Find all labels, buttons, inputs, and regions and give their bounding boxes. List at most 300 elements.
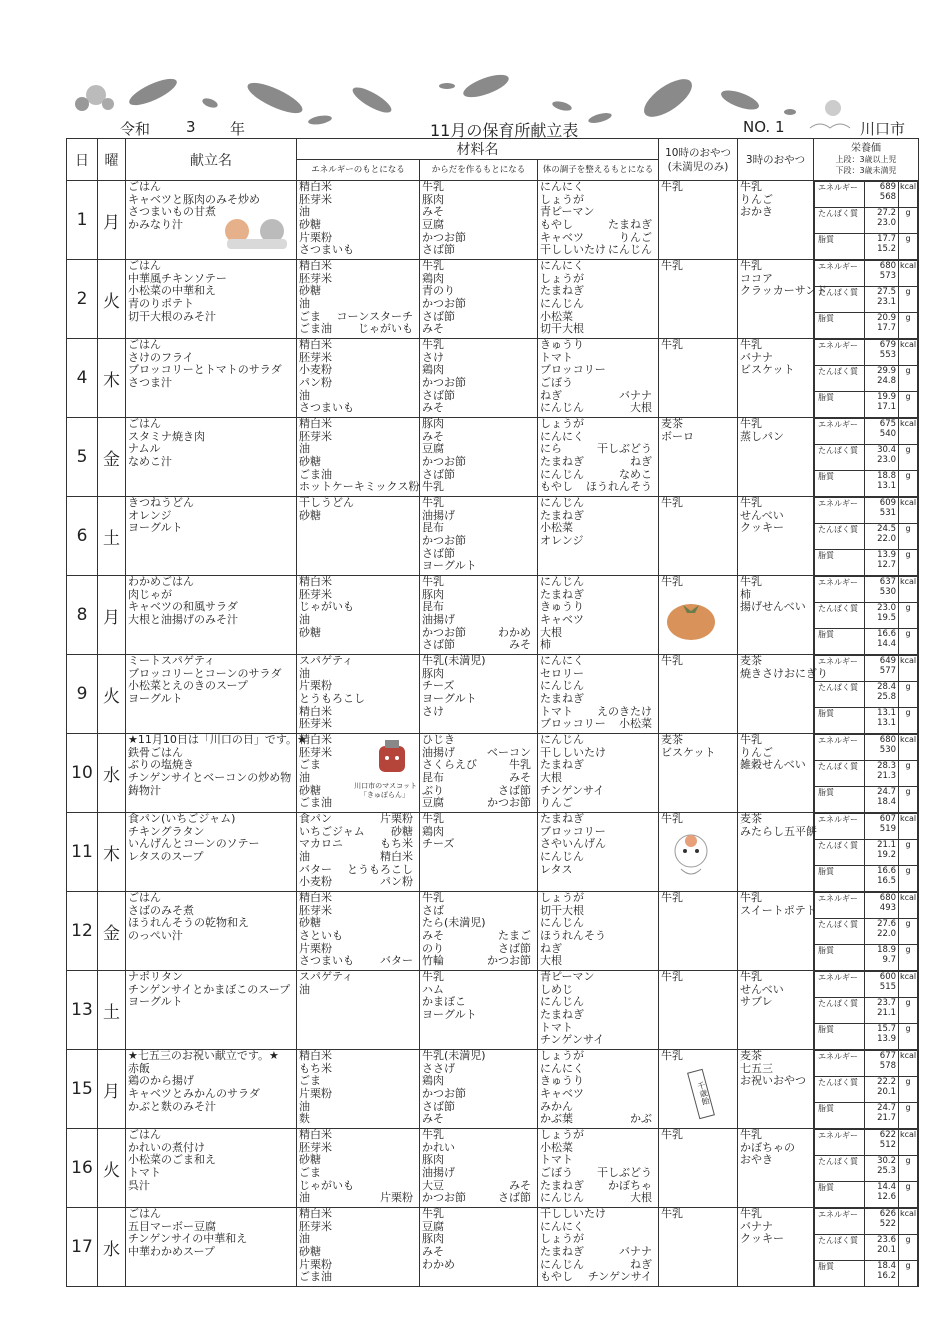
body-line: さば節 <box>422 1099 455 1113</box>
nutrient-unit: kcal <box>899 893 918 919</box>
nutrient-label: たんぱく質 <box>815 761 865 787</box>
energy-column <box>297 813 420 892</box>
nutrition-row <box>815 577 918 603</box>
nutrient-unit: g <box>899 682 918 708</box>
snack3-line: 牛乳 <box>740 180 763 193</box>
snack3-line: かぼちゃの <box>740 1140 796 1154</box>
nutrient-label: エネルギー <box>815 893 865 919</box>
body-item: 竹輪 <box>422 954 444 968</box>
nutrient-values <box>865 919 899 945</box>
body-line: 牛乳 <box>422 1207 444 1220</box>
condition-item: しょうが <box>540 891 584 904</box>
energy-item: もち米 <box>380 837 413 851</box>
body-cell <box>420 892 537 969</box>
table-row <box>67 260 919 339</box>
nutrition-table <box>814 260 918 338</box>
snack3-cell <box>738 971 813 1048</box>
nutrition-row <box>815 550 918 576</box>
snack3-line: バナナ <box>740 350 774 364</box>
body-line: 牛乳 <box>422 496 444 509</box>
condition-item: トマト <box>540 704 573 718</box>
condition-item: にんにく <box>540 429 584 443</box>
energy-cell <box>297 339 419 416</box>
nutrient-unit: g <box>899 471 918 497</box>
condition-item: キャベツ <box>540 613 584 627</box>
snack10-cell <box>659 497 737 574</box>
body-cell <box>420 260 537 337</box>
nutrient-label: たんぱく質 <box>815 998 865 1024</box>
energy-line: 油 <box>299 982 310 996</box>
condition-item: ねぎ <box>630 455 653 469</box>
condition-item: 大根 <box>540 954 562 968</box>
nutrient-unit: kcal <box>899 735 918 761</box>
snack3-cell <box>738 418 813 495</box>
condition-item: バナナ <box>619 388 653 402</box>
energy-line: 砂糖 <box>299 455 321 469</box>
condition-item: もやし <box>540 218 573 232</box>
nutrient-unit: kcal <box>899 419 918 445</box>
nutrient-upper: 29.9 <box>877 366 897 376</box>
weekday: 水 <box>98 734 126 813</box>
energy-line: 油 <box>299 388 310 402</box>
era-label: 令和 <box>120 120 151 138</box>
snack3-column <box>738 1129 814 1208</box>
col-nutrition <box>814 139 919 181</box>
nutrient-unit: g <box>899 629 918 655</box>
condition-item: 小松菜 <box>540 521 573 535</box>
snack3-line: クラッカーサンド <box>740 284 828 298</box>
snack10-line: 牛乳 <box>661 259 684 272</box>
energy-item: 精白米 <box>380 850 413 864</box>
nutrient-unit: g <box>899 998 918 1024</box>
snack10-line: 牛乳 <box>661 654 684 667</box>
condition-item: 切干大根 <box>540 903 584 917</box>
nutrient-values <box>865 682 899 708</box>
energy-line: 片栗粉 <box>299 230 332 244</box>
nutrient-lower: 20.1 <box>877 1245 897 1255</box>
body-cell <box>420 734 537 811</box>
nutrient-values <box>865 498 899 524</box>
nutrient-lower: 12.7 <box>877 560 897 570</box>
nutrient-lower: 20.1 <box>877 1087 897 1097</box>
condition-line <box>538 481 658 494</box>
nutrient-lower: 519 <box>879 824 897 834</box>
energy-item: 砂糖 <box>299 284 321 298</box>
nutrient-unit: g <box>899 524 918 550</box>
weekday: 火 <box>98 1129 126 1208</box>
nutrient-lower: 22.0 <box>877 929 897 939</box>
condition-item: オレンジ <box>540 534 584 548</box>
nutrient-upper: 27.5 <box>877 287 897 297</box>
condition-cell <box>538 181 658 258</box>
energy-line: パン粉 <box>299 376 332 390</box>
day-number: 10 <box>67 734 98 813</box>
condition-item: にんにく <box>540 1219 584 1233</box>
snack10-cell <box>659 576 737 653</box>
energy-item: 油 <box>299 850 310 864</box>
condition-line <box>538 535 658 548</box>
condition-line <box>538 1192 658 1205</box>
nutrient-label: エネルギー <box>815 1130 865 1156</box>
day-number: 17 <box>67 1208 98 1287</box>
energy-column <box>297 971 420 1050</box>
nutrition-row <box>815 1261 918 1287</box>
col-snack10-label: 10時のおやつ <box>665 146 731 159</box>
snack10-cell <box>659 181 737 258</box>
body-line <box>420 639 537 652</box>
nutrient-lower: 22.0 <box>877 534 897 544</box>
condition-item: 大根 <box>540 771 562 785</box>
body-line: 豚肉 <box>422 192 444 206</box>
nutrient-unit: kcal <box>899 1130 918 1156</box>
snack3-line: 牛乳 <box>740 496 763 509</box>
body-line <box>420 955 537 968</box>
body-item: 牛乳 <box>422 891 444 904</box>
table-row <box>67 1129 919 1208</box>
nutrient-upper: 18.4 <box>877 1261 897 1271</box>
energy-item: 精白米 <box>299 259 332 272</box>
nutrition-table <box>814 1050 918 1128</box>
condition-item: えのきたけ <box>597 704 653 718</box>
nutrient-lower: 568 <box>879 192 897 202</box>
condition-item: チンゲンサイ <box>587 1270 653 1284</box>
col-energy: エネルギーのもとになる <box>297 160 420 181</box>
snack3-cell <box>738 734 813 811</box>
nutrition-row <box>815 629 918 655</box>
snack3-column <box>738 891 817 971</box>
nutrition-cell <box>814 1050 919 1129</box>
body-column <box>420 971 538 1050</box>
condition-item: さやいんげん <box>540 837 606 851</box>
condition-item: にんじん <box>540 995 584 1009</box>
condition-cell <box>538 1129 658 1206</box>
body-item: ぶり <box>422 783 444 797</box>
body-line: 牛乳 <box>422 970 444 983</box>
nutrient-upper: 19.9 <box>877 392 897 402</box>
nutrient-label: たんぱく質 <box>815 1077 865 1103</box>
condition-item: チンゲンサイ <box>540 783 605 797</box>
energy-line: 精白米 <box>299 1207 332 1220</box>
menu-cell <box>126 1208 296 1285</box>
body-item: さば節 <box>498 783 531 797</box>
body-column <box>420 260 538 339</box>
snack10-line: 牛乳 <box>661 1128 684 1141</box>
body-cell <box>420 1129 537 1206</box>
energy-item: バター <box>380 954 413 968</box>
nutrient-upper: 24.5 <box>877 524 897 534</box>
body-line: さけ <box>422 350 444 364</box>
nutrient-unit: g <box>899 1103 918 1129</box>
condition-item: きゅうり <box>540 600 584 614</box>
condition-item: 干しぶどう <box>597 442 653 456</box>
menu-line: 赤飯 <box>128 1061 150 1075</box>
nutrition-row <box>815 419 918 445</box>
snack10-line: 麦茶 <box>661 417 684 430</box>
condition-cell <box>538 734 658 811</box>
energy-item: 小麦粉 <box>299 875 332 889</box>
body-line: 鶏肉 <box>422 271 444 285</box>
condition-cell <box>538 260 658 337</box>
body-item: 昆布 <box>422 600 444 614</box>
body-column <box>420 813 538 892</box>
condition-item: きゅうり <box>540 1074 584 1088</box>
nutrient-label: 脂質 <box>815 550 865 576</box>
table-row <box>67 734 919 813</box>
nutrient-label: たんぱく質 <box>815 682 865 708</box>
nutrient-values <box>865 814 899 840</box>
condition-line <box>538 1034 658 1047</box>
nutrient-lower: 17.1 <box>877 402 897 412</box>
col-snack10 <box>659 139 738 181</box>
body-line: さば節 <box>422 243 455 257</box>
nutrient-values <box>865 1156 899 1182</box>
body-column <box>420 734 538 813</box>
nutrient-label: たんぱく質 <box>815 524 865 550</box>
nutrient-unit: g <box>899 787 918 813</box>
body-item: かれい <box>422 1140 455 1154</box>
menu-column <box>126 260 297 339</box>
nutrient-lower: 23.1 <box>877 297 897 307</box>
menu-column <box>126 733 307 813</box>
snack3-line: おやき <box>740 1153 774 1167</box>
nutrient-lower: 21.7 <box>877 1113 897 1123</box>
nutrient-lower: 25.8 <box>877 692 897 702</box>
body-line: 牛乳(未満児) <box>422 1049 486 1062</box>
nutrition-cell <box>814 892 919 971</box>
snack3-cell <box>738 1050 813 1127</box>
body-item: 牛乳 <box>422 575 444 588</box>
condition-item: にら <box>540 442 562 456</box>
snack3-line: おかき <box>740 205 774 219</box>
energy-line: さつまいも <box>299 243 354 257</box>
energy-line: ごま油 <box>299 1270 332 1284</box>
nutrient-upper: 28.4 <box>877 682 897 692</box>
body-cell <box>420 497 537 574</box>
energy-line: 油 <box>299 205 310 219</box>
body-item: みそ <box>509 1178 531 1192</box>
energy-line: 胚芽米 <box>299 1219 332 1233</box>
snack10-cell <box>659 892 737 969</box>
condition-line <box>538 718 658 731</box>
nutrition-row <box>815 471 918 497</box>
energy-item: とうもろこし <box>347 862 413 876</box>
menu-line: さばのみそ煮 <box>128 903 194 917</box>
nutrient-label: たんぱく質 <box>815 1156 865 1182</box>
condition-line <box>538 639 658 652</box>
body-line: ヨーグルト <box>422 559 477 573</box>
nutrition-row <box>815 261 918 287</box>
snack3-column <box>738 734 814 813</box>
snack10-cell <box>659 1129 737 1206</box>
chick-illustration <box>671 831 711 881</box>
nutrition-row <box>815 1024 918 1050</box>
energy-item: 油 <box>299 1191 310 1205</box>
nutrient-lower: 17.7 <box>877 323 897 333</box>
nutrient-label: 脂質 <box>815 471 865 497</box>
body-line: ささげ <box>422 1061 455 1075</box>
body-line: 牛乳 <box>422 180 444 193</box>
condition-item: たまねぎ <box>540 284 584 298</box>
condition-item: にんじん <box>540 916 584 930</box>
nutrient-values <box>865 1024 899 1050</box>
nutrient-lower: 25.3 <box>877 1166 897 1176</box>
condition-item: ねぎ <box>540 941 562 955</box>
condition-item: 干ししいたけ <box>540 243 606 257</box>
nutrient-label: 脂質 <box>815 1024 865 1050</box>
snack10-column <box>659 1050 738 1129</box>
nutrient-unit: g <box>899 550 918 576</box>
day-number: 9 <box>67 655 98 734</box>
menu-line: ごはん <box>128 1207 161 1220</box>
energy-line: 胚芽米 <box>299 192 332 206</box>
body-item: 大豆 <box>422 1178 444 1192</box>
nutrient-lower: 13.1 <box>877 481 897 491</box>
menu-column <box>126 1050 297 1129</box>
body-line: 牛乳(未満児) <box>422 654 486 667</box>
energy-line: 油 <box>299 666 310 680</box>
nutrient-label: 脂質 <box>815 629 865 655</box>
body-column <box>420 1208 538 1287</box>
snack3-line: せんべい <box>740 982 784 996</box>
day-number: 15 <box>67 1050 98 1129</box>
menu-line: キャベツの和風サラダ <box>128 600 238 614</box>
energy-line <box>297 955 419 968</box>
condition-item: しょうが <box>540 417 584 430</box>
menu-cell <box>126 339 296 416</box>
condition-item: たまねぎ <box>540 1008 584 1022</box>
body-item: 豚肉 <box>422 1153 444 1167</box>
energy-line: 胚芽米 <box>299 745 332 759</box>
menu-line: ごはん <box>128 338 161 351</box>
nutrient-label: エネルギー <box>815 814 865 840</box>
condition-column <box>538 655 659 734</box>
nutrient-unit: kcal <box>899 1051 918 1077</box>
condition-item: 小松菜 <box>619 717 653 731</box>
nutrition-cell <box>814 734 919 813</box>
nutrition-cell <box>814 576 919 655</box>
nutrient-values <box>865 1261 899 1287</box>
energy-item: コーンスターチ <box>336 309 413 323</box>
nutrient-values <box>865 1209 899 1235</box>
body-item: 豚肉 <box>422 587 444 601</box>
menu-cell <box>126 497 296 574</box>
body-cell <box>420 418 537 495</box>
body-item: 昆布 <box>422 771 444 785</box>
weekday: 火 <box>98 260 126 339</box>
nutrient-values <box>865 656 899 682</box>
condition-item: チンゲンサイ <box>540 1033 605 1047</box>
weekday: 木 <box>98 813 126 892</box>
energy-item: ごま <box>299 1166 321 1180</box>
nutrient-upper: 626 <box>879 1209 897 1219</box>
menu-column <box>126 576 297 655</box>
nutrition-row <box>815 524 918 550</box>
nutrient-upper: 13.1 <box>877 708 897 718</box>
energy-line: ごま油 <box>299 467 332 481</box>
body-line: さけ <box>422 704 444 718</box>
energy-line: 胚芽米 <box>299 717 332 731</box>
body-line: 豆腐 <box>422 442 444 456</box>
menu-line: ごはん <box>128 259 161 272</box>
condition-item: キャベツ <box>540 230 584 244</box>
condition-column <box>538 734 659 813</box>
condition-item: なめこ <box>619 467 653 481</box>
nutrient-upper: 679 <box>879 340 897 350</box>
energy-item: さつまいも <box>299 954 354 968</box>
energy-line: 砂糖 <box>299 508 321 522</box>
nutrient-values <box>865 893 899 919</box>
energy-item: ごま <box>299 309 321 323</box>
table-row <box>67 892 919 971</box>
nutrition-row <box>815 445 918 471</box>
nutrient-lower: 530 <box>879 587 897 597</box>
body-line: ハム <box>422 982 444 996</box>
body-item: ひじき <box>422 733 455 746</box>
snack3-cell <box>738 1208 813 1285</box>
menu-column <box>126 418 297 497</box>
snack3-cell <box>738 339 813 416</box>
nutrition-row <box>815 366 918 392</box>
body-line: 豚肉 <box>422 666 444 680</box>
menu-line: ★11月10日は「川口の日」です。★ <box>128 733 307 746</box>
menu-line: ブロッコリーとコーンのサラダ <box>128 666 282 680</box>
condition-column <box>538 497 659 576</box>
condition-cell <box>538 1050 658 1127</box>
nutrition-cell <box>814 971 919 1050</box>
condition-item: ほうれんそう <box>586 480 653 494</box>
condition-cell <box>538 497 658 574</box>
snack3-line: スイートポテト <box>740 903 817 917</box>
nutrient-upper: 28.3 <box>877 761 897 771</box>
nutrient-lower: 553 <box>879 350 897 360</box>
weekday: 水 <box>98 1208 126 1287</box>
nutrition-cell <box>814 1208 919 1287</box>
body-cell <box>420 971 537 1048</box>
body-line: チーズ <box>422 679 455 693</box>
nutrient-values <box>865 366 899 392</box>
menu-line: ごはん <box>128 417 161 430</box>
nutrition-table <box>814 1129 918 1207</box>
condition-item: しょうが <box>540 271 584 285</box>
energy-cell <box>297 260 419 337</box>
condition-item: りんご <box>540 796 573 810</box>
table-row <box>67 1050 919 1129</box>
energy-line: 油 <box>299 1232 310 1246</box>
condition-item: トマト <box>540 1020 573 1034</box>
nutrition-table <box>814 813 918 891</box>
condition-column <box>538 1129 659 1208</box>
nutrition-table <box>814 734 918 812</box>
nutrient-unit: g <box>899 708 918 734</box>
nutrient-label: エネルギー <box>815 735 865 761</box>
nutrient-values <box>865 234 899 260</box>
body-item: さば節 <box>422 638 455 652</box>
condition-item: にんじん <box>540 1191 584 1205</box>
body-line: 牛乳 <box>422 259 444 272</box>
snack3-line: みたらし五平餅 <box>740 824 818 838</box>
nutrient-unit: g <box>899 208 918 234</box>
nutrient-values <box>865 708 899 734</box>
day-number: 1 <box>67 181 98 260</box>
condition-item: ブロッコリー <box>540 824 606 838</box>
energy-cell <box>297 497 419 574</box>
year-value: 3 <box>186 118 196 136</box>
energy-column <box>297 418 420 497</box>
nutrient-unit: g <box>899 366 918 392</box>
condition-item: たまねぎ <box>540 1245 584 1259</box>
energy-column <box>297 576 420 655</box>
condition-item: たまねぎ <box>540 587 584 601</box>
